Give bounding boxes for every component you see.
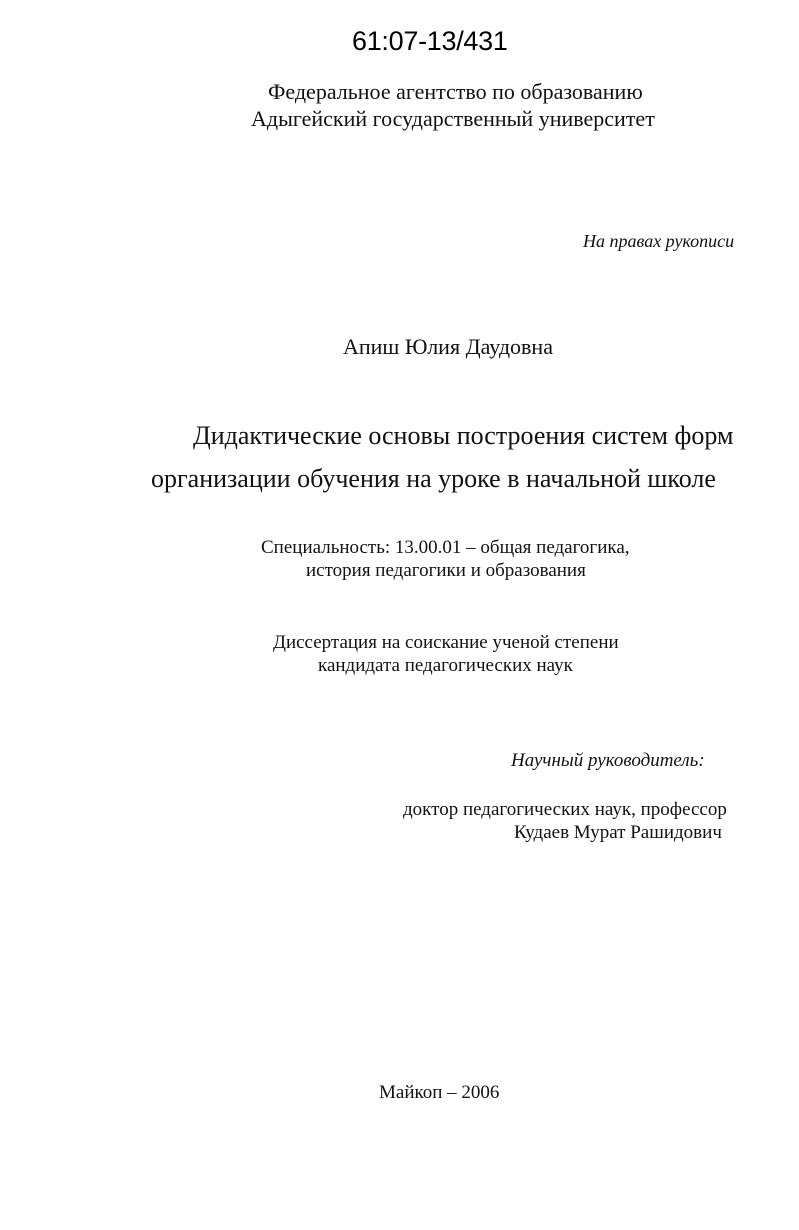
dissertation-title-line-1: Дидактические основы построения систем форм [193,421,734,450]
archive-stamp-number: 61:07-13/431 [352,26,508,56]
specialty-line-1: Специальность: 13.00.01 – общая педагогика, [261,537,630,558]
university-name: Адыгейский государственный университет [251,106,655,131]
agency-name: Федеральное агентство по образованию [268,79,643,104]
supervisor-degree: доктор педагогических наук, профессор [403,799,727,820]
place-and-year: Майкоп – 2006 [379,1082,500,1103]
specialty-line-2: история педагогики и образования [306,560,586,581]
dissertation-title-line-2: организации обучения на уроке в начальной школе [151,464,716,493]
supervisor-label: Научный руководитель: [511,750,705,771]
degree-sought-line-2: кандидата педагогических наук [318,655,573,676]
author-name: Апиш Юлия Даудовна [343,334,553,359]
rights-note: На правах рукописи [583,231,735,251]
degree-sought-line-1: Диссертация на соискание ученой степени [273,632,619,653]
supervisor-name: Кудаев Мурат Рашидович [514,822,722,843]
